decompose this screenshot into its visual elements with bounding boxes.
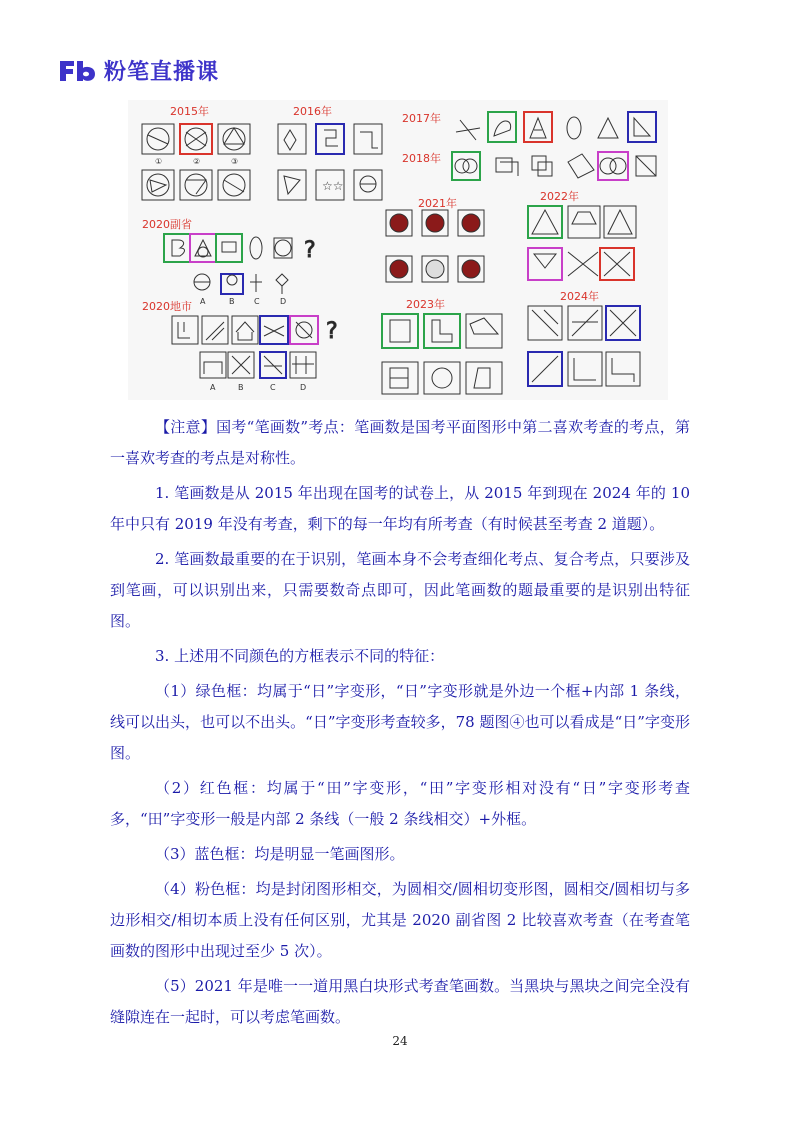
option-c-2020b: C [270,383,276,392]
point-2-paragraph: 2. 笔画数最重要的在于识别，笔画本身不会考查细化考点、复合考点，只要涉及到笔画，可以识别出来，只需要数奇点即可，因此笔画数的题最重要的是识别出特征图。 [110,550,690,630]
note-paragraph: 【注意】国考“笔画数”考点：笔画数是国考平面图形中第二喜欢考查的考点，第一喜欢考查的考点是对称性。 [110,418,690,467]
caption-2015-2: ② [193,157,201,166]
option-d-2020b: D [300,383,307,392]
year-2021-paragraph: （5）2021 年是唯一一道用黑白块形式考查笔画数。当黑块与黑块之间完全没有缝隙连在一起时，可以考虑笔画数。 [110,977,690,1026]
green-box-paragraph: （1）绿色框：均属于“日”字变形，“日”字变形就是外边一个框+内部 1 条线，线可以出头，也可以不出头。“日”字变形考查较多，78 题图④也可以看成是“日”字变形图。 [110,682,690,762]
option-c-2020a: C [254,297,260,306]
page-number: 24 [392,1034,408,1048]
body-text [110,412,690,1037]
option-b-2020b: B [238,383,244,392]
blue-box-paragraph: （3）蓝色框：均是明显一笔画图形。 [155,845,405,863]
year-label-2017: 2017年 [402,112,441,125]
year-label-2020-provincial: 2020副省 [142,218,192,231]
year-label-2015: 2015年 [170,105,209,118]
red-box-paragraph: （2）红色框：均属于“田”字变形，“田”字变形相对没有“日”字变形考查多，“田”字变形一般是内部 2 条线（一般 2 条线相交）+外框。 [110,779,690,828]
year-label-2016: 2016年 [293,105,332,118]
point-1-paragraph: 1. 笔画数是从 2015 年出现在国考的试卷上，从 2015 年到现在 2024 年的 10 年中只有 2019 年没有考查，剩下的每一年均有所考查（有时候甚至考查 2 道题）。 [110,484,690,533]
fenbi-logo-icon [58,57,98,83]
option-b-2020a: B [229,297,235,306]
caption-2015-1: ① [155,157,163,166]
brand-name: 粉笔直播课 [104,59,220,85]
year-label-2022: 2022年 [540,190,579,203]
pink-box-paragraph: （4）粉色框：均是封闭图形相交，为圆相交/圆相切变形图，圆相交/圆相切与多边形相交/相切本质上没有任何区别，尤其是 2020 副省图 2 比较喜欢考查（在考查笔画数的图形中出现过至少 5 次）。 [110,880,690,960]
question-mark-2020b: ? [326,319,338,344]
year-label-2023: 2023年 [406,298,445,311]
year-label-2020-city: 2020地市 [142,300,192,313]
year-label-2024: 2024年 [560,290,599,303]
year-label-2021: 2021年 [418,197,457,210]
year-label-2018: 2018年 [402,152,441,165]
question-mark-2020a: ? [304,238,316,263]
option-a-2020b: A [210,383,216,392]
option-d-2020a: D [280,297,287,306]
svg-text:☆☆: ☆☆ [322,179,344,193]
caption-2015-3: ③ [231,157,239,166]
header [58,54,219,86]
option-a-2020a: A [200,297,206,306]
exam-figure-collage [128,100,668,400]
point-3-paragraph: 3. 上述用不同颜色的方框表示不同的特征： [155,647,445,665]
